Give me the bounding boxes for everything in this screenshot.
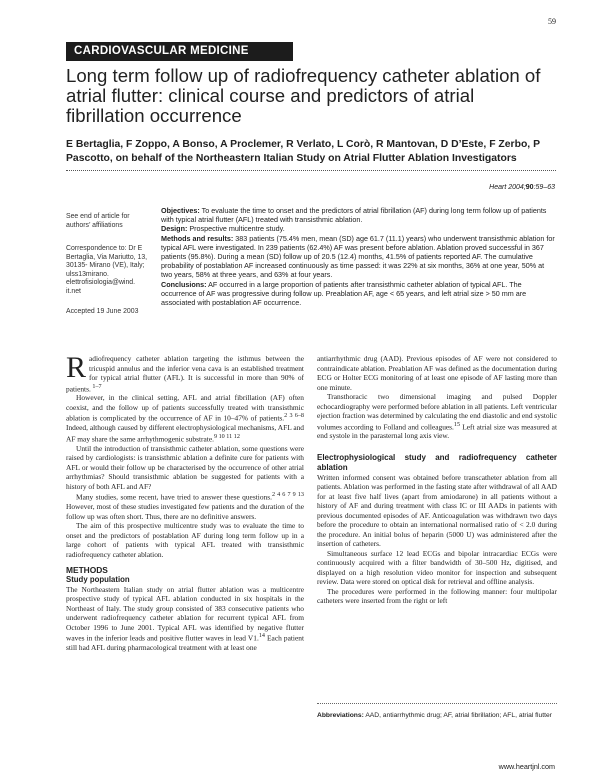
- right-paragraph-4: Simultaneous surface 12 lead ECGs and bipolar intracardiac ECGs were continuously acquired with a filter bandwidth of 30–500 Hz, digitised, and displayed on a high resolution video monitor for inspection and subsequent review. Data were stored on optical disk for retrieval and offline analysis.: [317, 548, 557, 587]
- sidebar-see-end: See end of article for authors’ affiliations: [66, 213, 130, 229]
- intro-paragraph-1: Radiofrequency catheter ablation targeting the isthmus between the tricuspid annulus and the inferior vena cava is an established treatment for typical atrial flutter (AFL). It is successful in more than 90% of patients. $^{1-7}$: [66, 351, 304, 393]
- methods-label: Methods and results:: [161, 233, 234, 243]
- citation: [489, 184, 555, 191]
- intro-paragraph-4: Many studies, some recent, have tried to answer these questions.$^{2 4 6 7 9 13}$ However, most of these studies investigated few patients and the duration of the follow up was often short. Thus, there are no definitive answers.: [66, 492, 304, 521]
- design-text: Prospective multicentre study.: [189, 224, 285, 234]
- right-paragraph-1: antiarrhythmic drug (AAD). Previous episodes of AF were not considered to contraindicate ablation. Preablation AF was defined as the documentation during ECG or Holter ECG monitoring of at least one episode of AF lasting more than one minute.: [317, 354, 557, 392]
- objectives-text: To evaluate the time to onset and the predictors of atrial fibrillation (AF) during long term follow up of patients with typical atrial flutter (AFL) treated with transisthmic ablation.: [161, 206, 547, 225]
- intro-paragraph-3: Until the introduction of transisthmic catheter ablation, some questions were raised by cardiologists: is transisthmic ablation a definite cure for patients with AFL or would their follow up be characterised by the occurrence of other atrial arrhythmias? Should transisthmic ablation be suggested for patients with a history of both AFL and AF?: [66, 443, 304, 491]
- abbreviations-box: [317, 703, 557, 721]
- conclusions-text: AF occurred in a large proportion of patients after transisthmic catheter ablation of typical AFL. The occurrence of AF was progressive during follow up. Preablation AF, age < 65 years, and left atrial size > 50 mm are associated with postablation AF occurrence.: [161, 279, 527, 308]
- abstract-objectives: [161, 206, 557, 224]
- section-banner: CARDIOVASCULAR MEDICINE: [66, 42, 293, 61]
- sidebar-accepted: Accepted 19 June 2003: [66, 308, 139, 315]
- abstract-methods: [161, 234, 557, 280]
- right-column: [317, 354, 557, 606]
- intro-paragraph-5: The aim of this prospective multicentre study was to evaluate the time to onset and the predictors of postablation AF during long term follow up in a large cohort of patients with typical AFL treated with transisthmic radiofrequency catheter ablation.: [66, 521, 304, 559]
- author-list: E Bertaglia, F Zoppo, A Bonso, A Proclemer, R Verlato, L Corò, R Mantovan, D D’Este, F Zerbo, P Pascotto, on behalf of the Northeastern Italian Study on Atrial Flutter Ablation Investigators: [66, 139, 540, 164]
- methods-heading: METHODS: [66, 565, 108, 576]
- right-paragraph-2: Transthoracic two dimensional imaging and pulsed Doppler echocardiography were performed before ablation in all patients. Left ventricular ejection fraction was determined by calculating the end diastolic and end systolic volumes according to Folland and colleagues.$^{15}$ Left atrial size was measured at end systole in the parasternal long axis view.: [317, 392, 557, 441]
- abbreviations-text: AAD, antiarrhythmic drug; AF, atrial fibrillation; AFL, atrial flutter: [363, 712, 552, 719]
- methods-text: 383 patients (75.4% men, mean (SD) age 61.7 (11.1) years) who underwent transisthmic ablation for typical AFL were investigated. In 239 patients (62.4%) AF was present before ablation. Ablation proved successful in 367 patients (95.8%). During a mean (SD) follow up of 20.5 (12.4) months, 41.5% of patients reported AF. The cumulative probability of postablation AF increased continuously as time passed: it was 22% at six months, 36% at one year, 50% at two years, 58% at three years, and 63% at four years.: [161, 233, 555, 280]
- citation-year: 2004;: [508, 184, 526, 191]
- right-paragraph-3: Written informed consent was obtained before transcatheter ablation from all patients. Ablation was performed in the fasting state after withdrawal of all AAD for at least five half lives (apart from amiodarone) in all patients without a history of AF and during treatment with class IC or III AADs in patients with previous documented episodes of AF. Anticoagulation was withdrawn two days before the procedure to obtain an international normalised ratio of < 2.0 during the procedure. An initial bolus of heparin (5000 U) was administered after the insertion of catheters.: [317, 472, 557, 549]
- right-paragraph-5: The procedures were performed in the following manner: four multipolar catheters were inserted from the right or left: [317, 586, 557, 606]
- sidebar-correspondence: Correspondence to: Dr E Bertaglia, Via Mariutto, 13, 30135- Mirano (VE), Italy; ulss13mirano. elettrofisiologia@wind. it.net: [66, 245, 148, 295]
- article-title: Long term follow up of radiofrequency catheter ablation of atrial flutter: clinical course and predictors of atrial fibrillation occurrence: [66, 65, 541, 126]
- objectives-label: Objectives:: [161, 206, 200, 215]
- intro-paragraph-2: However, in the clinical setting, AFL and atrial fibrillation (AF) often coexist, and the follow up of patients successfully treated with transisthmic ablation is complicated by the occurrence of AF in 10–47% of patients.$^{2 3 6-8}$ Indeed, although caused by different electrophysiological mechanisms, AFL and AF may share the same arrhythmogenic substrate.$^{9 10 11 12}$: [66, 393, 305, 444]
- abbreviations-label: Abbreviations:: [317, 712, 364, 719]
- ep-study-heading: Electrophysiological study and radiofrequency catheter ablation: [317, 452, 557, 472]
- abstract-design: [161, 224, 557, 233]
- page-number: 59: [548, 17, 556, 26]
- drop-cap: R: [66, 351, 87, 384]
- citation-pages: :59–63: [533, 184, 555, 191]
- study-population-paragraph: The Northeastern Italian study on atrial flutter ablation was a multicentre prospective study of typical AFL ablation conducted in six hospitals in the Northeast of Italy. The study group consisted of 383 consecutive patients who underwent radiofrequency catheter ablation for recurrent typical AFL from October 1996 to June 2001. Typical AFL was identified by negative flutter waves in the inferior leads and positive flutter waves in lead V1.14 Each patient still had AFL during pharmacological treatment with at least one: [66, 584, 304, 653]
- abstract-conclusions: [161, 280, 557, 308]
- conclusions-label: Conclusions:: [161, 279, 207, 289]
- design-label: Design:: [161, 224, 188, 234]
- left-column: [66, 351, 305, 653]
- footer-url: www.heartjnl.com: [498, 762, 555, 771]
- study-population-heading: Study population: [66, 575, 130, 585]
- title-divider: [66, 170, 556, 171]
- citation-journal: Heart: [489, 184, 507, 191]
- abstract: [161, 206, 557, 307]
- citation-volume: 90: [525, 184, 534, 191]
